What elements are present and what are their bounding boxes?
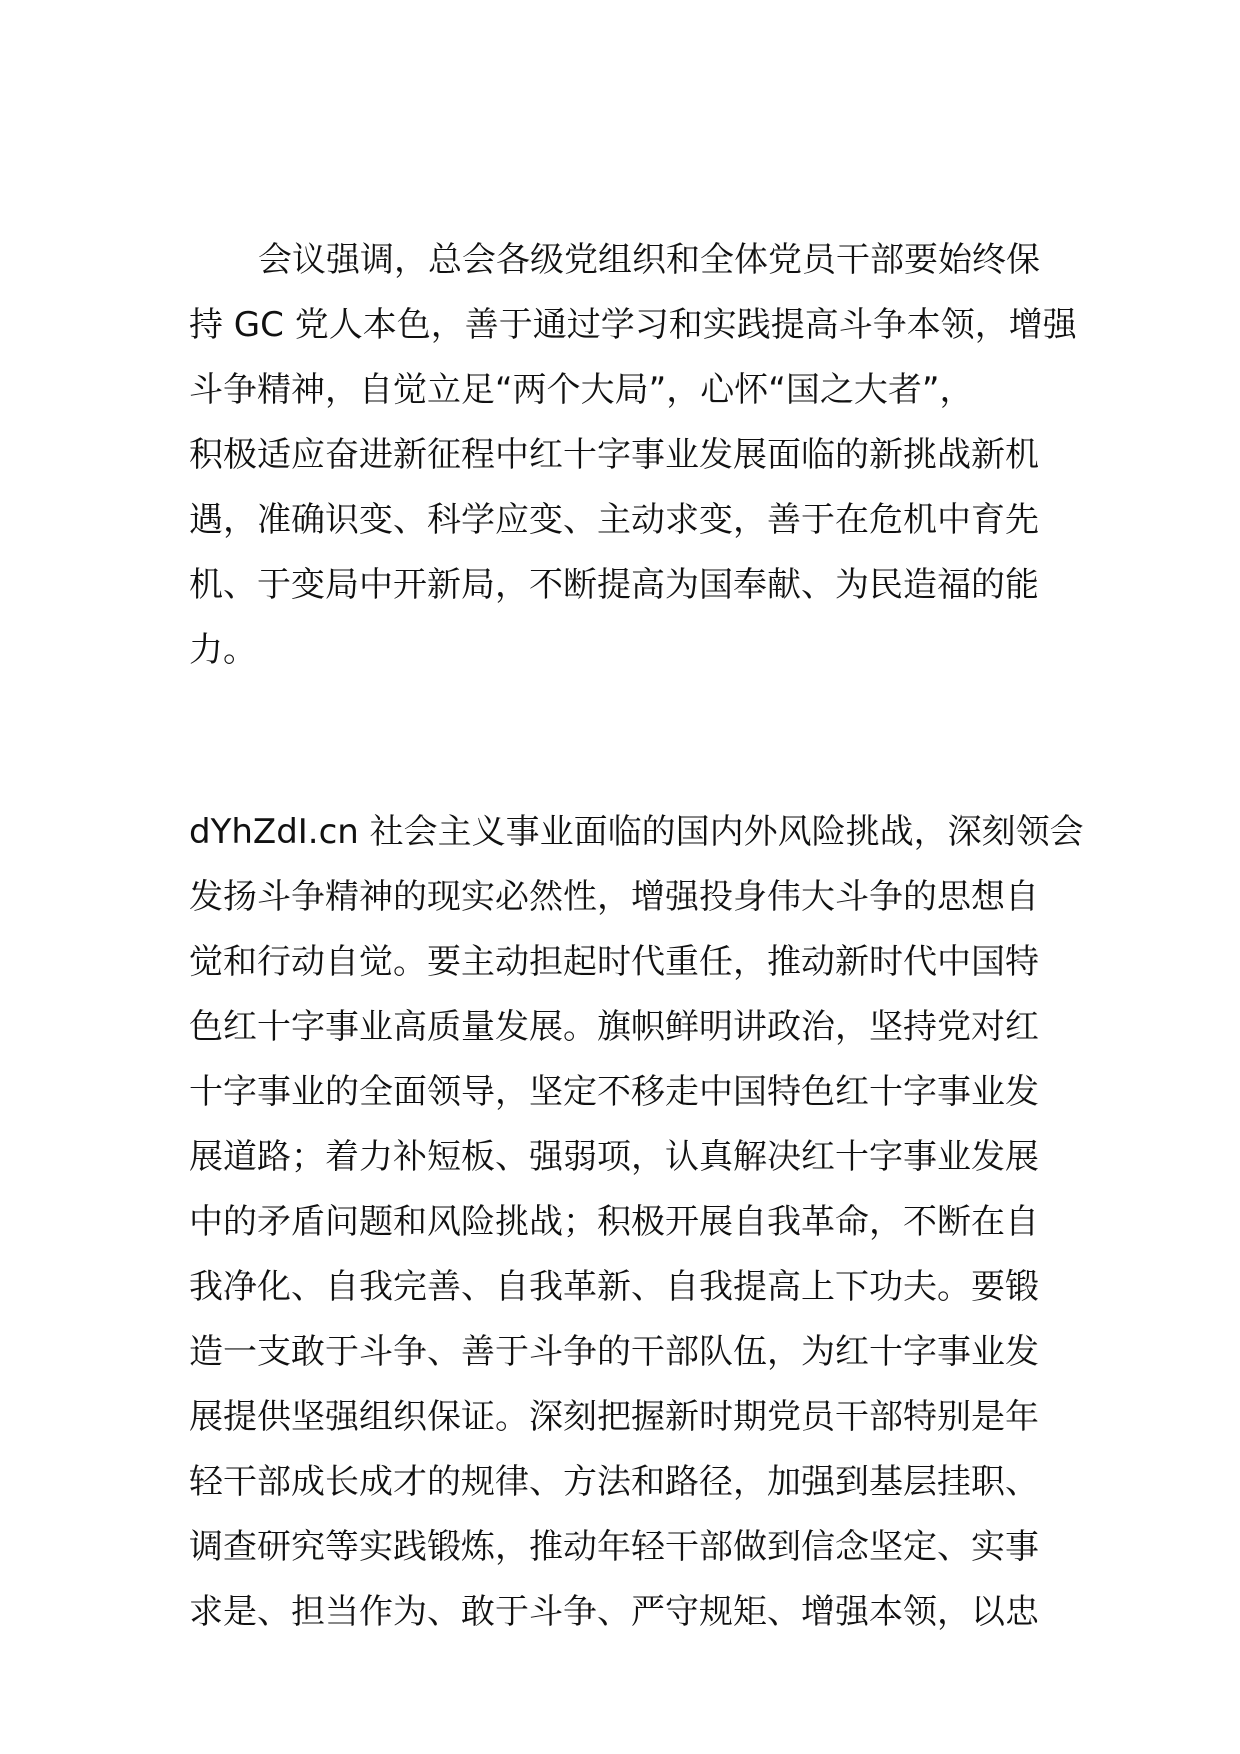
paragraph-2 bbox=[189, 800, 1084, 1645]
paragraph-2-line-6: 展道路；着力补短板、强弱项，认真解决红十字事业发展 bbox=[189, 1137, 1039, 1177]
paragraph-1-line-7: 力。 bbox=[189, 630, 257, 670]
paragraph-1-line-5: 遇，准确识变、科学应变、主动求变，善于在危机中育先 bbox=[189, 500, 1039, 540]
paragraph-1-line-4: 积极适应奋进新征程中红十字事业发展面临的新挑战新机 bbox=[189, 435, 1039, 475]
paragraph-2-line-9: 造一支敢于斗争、善于斗争的干部队伍，为红十字事业发 bbox=[189, 1332, 1039, 1372]
paragraph-1-line-3: 斗争精神，自觉立足“两个大局”，心怀“国之大者”， bbox=[189, 370, 974, 410]
paragraph-2-line-12: 调查研究等实践锻炼，推动年轻干部做到信念坚定、实事 bbox=[189, 1527, 1039, 1567]
paragraph-2-line-11: 轻干部成长成才的规律、方法和路径，加强到基层挂职、 bbox=[189, 1462, 1039, 1502]
paragraph-gap bbox=[189, 683, 1059, 800]
paragraph-2-line-2: 发扬斗争精神的现实必然性，增强投身伟大斗争的思想自 bbox=[189, 877, 1039, 917]
paragraph-2-line-7: 中的矛盾问题和风险挑战；积极开展自我革命，不断在自 bbox=[189, 1202, 1039, 1242]
paragraph-2-line-5: 十字事业的全面领导，坚定不移走中国特色红十字事业发 bbox=[189, 1072, 1039, 1112]
paragraph-2-line-10: 展提供坚强组织保证。深刻把握新时期党员干部特别是年 bbox=[189, 1397, 1039, 1437]
paragraph-2-line-8: 我净化、自我完善、自我革新、自我提高上下功夫。要锻 bbox=[189, 1267, 1039, 1307]
paragraph-2-line-13: 求是、担当作为、敢于斗争、严守规矩、增强本领，以忠 bbox=[189, 1592, 1039, 1632]
paragraph-1 bbox=[189, 228, 1077, 683]
paragraph-1-line-2: 持 GC 党人本色，善于通过学习和实践提高斗争本领，增强 bbox=[189, 305, 1077, 345]
paragraph-1-line-6: 机、于变局中开新局，不断提高为国奉献、为民造福的能 bbox=[189, 565, 1039, 605]
document-body bbox=[189, 228, 1084, 1645]
paragraph-1-line-1: 会议强调，总会各级党组织和全体党员干部要始终保 bbox=[258, 240, 1040, 280]
paragraph-2-line-4: 色红十字事业高质量发展。旗帜鲜明讲政治，坚持党对红 bbox=[189, 1007, 1039, 1047]
paragraph-2-line-1: dYhZdI.cn 社会主义事业面临的国内外风险挑战，深刻领会 bbox=[189, 812, 1084, 852]
paragraph-2-line-3: 觉和行动自觉。要主动担起时代重任，推动新时代中国特 bbox=[189, 942, 1039, 982]
